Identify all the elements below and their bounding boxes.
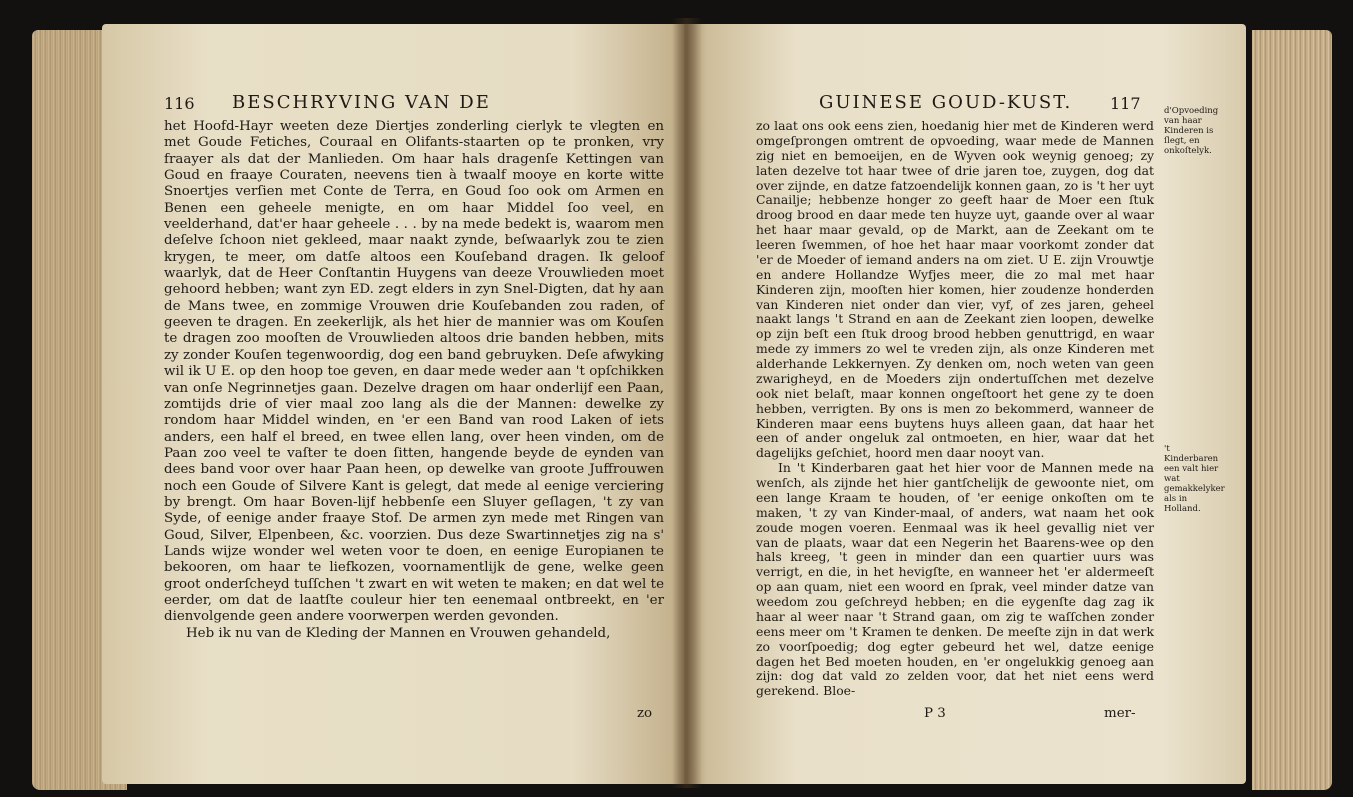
- open-book: [32, 18, 1332, 788]
- right-page-edges: [1252, 30, 1332, 790]
- paragraph: In 't Kinderbaren gaat het hier voor de Mannen mede na wenſch, als zijnde het hier gantſchelijk de gewoonte niet, om een lange Kraam te houden, of 'er eenige onkoſten om te maken, 't zy van Kinder-maal, of anders, wat naam het ook zoude mogen voeren. Eenmaal was ik heel gevallig niet ver van de plaats, waar dat een Negerin het Baarens-wee op den hals kreeg, 't geen in minder dan een quartier uurs was verrigt, en die, in het hevigſte, en wanneer het 'er aldermeeſt op aan quam, niet een woord en ſprak, veel minder datze van weedom zou geſchreyd hebben; en die eygenſte dag zag ik haar al weer naar 't Strand gaan, om zig te waſſchen zonder eens meer om 't Kramen te denken. De meeſte zijn in dat werk zo voorſpoedig; dog egter gebeurd het wel, datze eenige dagen het Bed moeten houden, en 'er ongelukkig genoeg aan zijn: dog dat vald zo zelden voor, dat het niet eens werd gerekend. Bloe-: [756, 460, 1154, 699]
- paragraph: Heb ik nu van de Kleding der Mannen en Vrouwen gehandeld,: [186, 625, 611, 641]
- running-header-right: GUINESE GOUD-KUST.: [819, 92, 1073, 113]
- right-page: [684, 24, 1246, 784]
- page-number-right: 117: [1110, 94, 1141, 113]
- signature-mark: P 3: [924, 706, 946, 721]
- left-body-text: [164, 119, 664, 642]
- left-page: [102, 24, 690, 784]
- running-header-left: BESCHRYVING VAN DE: [232, 92, 491, 113]
- page-number-left: 116: [164, 94, 195, 113]
- right-body-text: [756, 119, 1154, 699]
- catchword-right: mer-: [1104, 706, 1136, 721]
- paragraph: het Hoofd-Hayr weeten deze Diertjes zonderling cierlyk te vlegten en met Goude Fetiches, Couraal en Olifants-staarten op te pronken, vry fraayer als dat der Manlieden. Om haar hals dragenſe Kettingen van Goud en fraaye Couraten, neevens tien à twaalf mooye en korte witte Snoertjes verſien met Conte de Terra, en Goud ſoo ook om Armen en Benen een geheele menigte, en om haar Middel ſoo veel, en veelderhand, dat'er haar geheele . . . by na mede bedekt is, waarom men deſelve ſchoon niet gekleed, maar naakt zynde, beſwaarlyk zou te zien krygen, te meer, om datſe altoos een Kouſeband dragen. Ik geloof waarlyk, dat de Heer Conſtantin Huygens van deeze Vrouwlieden moet gehoord hebben; want zyn ED. zegt elders in zyn Snel-Digten, dat hy aan de Mans twee, en zommige Vrouwen drie Kouſebanden zou raden, of geeven te dragen. En zeekerlijk, als het hier de mannier was om Kouſen te dragen zoo mooſten de Vrouwlieden altoos drie banden hebben, mits zy zonder Kouſen tegenwoordig, dog een band gebruyken. Deſe afwyking wil ik U E. op den hoop toe geven, en daar mede weder aan 't opſchikken van onſe Negrinnetjes gaan. Dezelve dragen om haar onderlijf een Paan, zomtijds drie of vier maal zoo lang als die der Mannen: dewelke zy rondom haar Middel winden, en 'er een Band van rood Laken of iets anders, een half el breed, en twee ellen lang, over heen vinden, om de Paan zoo veel te vaſter te doen ſitten, hangende beyde de eynden van dees band voor over haar Paan heen, op dewelke van groote Juffrouwen noch een Goude of Silvere Kant is gelegt, dat mede al eenige verciering by brengt. Om haar Boven-lijf hebbenſe een Sluyer geſlagen, 't zy van Syde, of eenige ander fraaye Stof. De armen zyn mede met Ringen van Goud, Silver, Elpenbeen, &c. voorzien. Dus deze Swartinnetjes zig na s' Lands wijze wonder wel weten voor te doen, en eenige Europianen te bekooren, om haar te liefkozen, voornamentlijk de gene, welke geen groot onderſcheyd tuſſchen 't zwart en wit weten te maken; en dat wel te eerder, om dat de laatſte couleur hier ten eenemaal ontbreekt, en 'er dienvolgende geen andere voorwerpen werden gevonden.: [164, 119, 664, 625]
- margin-note: 't Kinderbaren een valt hier wat gemakkelyker als in Holland.: [1164, 444, 1225, 514]
- catchword-left: zo: [637, 706, 653, 721]
- book-gutter: [672, 18, 702, 788]
- margin-note: d'Opvoeding van haar Kinderen is ſlegt, en onkoſtelyk.: [1164, 106, 1219, 156]
- paragraph: zo laat ons ook eens zien, hoedanig hier met de Kinderen werd omgeſprongen omtrent de opvoeding, waar mede de Mannen zig niet en bemoeijen, en de Wyven ook weynig genoeg; zy laten dezelve tot haar twee of drie jaren toe, zuygen, dog dat over zijnde, en datze fatzoendelijk konnen gaan, zo is 't her uyt Canailje; hebbenze honger zo geeft haar de Moer een ſtuk droog brood en daar mede ten huyze uyt, gaande over al waar het haar maar gevald, op de Markt, aan de Zeekant om te leeren ſwemmen, of hoe het haar maar voorkomt zonder dat 'er de Moeder of iemand anders na om ziet. U E. zijn Vrouwtje en andere Hollandze Wyfjes meer, die zo mal met haar Kinderen zijn, mooſten hier komen, hier zoudenze honderden van Kinderen niet onder dan vier, vyf, of zes jaren, geheel naakt langs 't Strand en aan de Zeekant zien loopen, dewelke op zijn beſt een ſtuk droog brood hebben genuttrigd, en waar mede zy immers zo wel te vreden zijn, als onze Kinderen met alderhande Lekkernyen. Zy denken om, noch weten van geen zwarigheyd, en de Moeders zijn ondertuſſchen met dezelve ook niet belaſt, maar konnen ongeſtoort het gene zy te doen hebben, verrigten. By ons is men zo bekommerd, wanneer de Kinderen maar eens buytens huys alleen gaan, dat haar het een of ander ongeluk zal ontmoeten, en hier, waar dat het dagelijks geſchiet, hoord men daar nooyt van.: [756, 118, 1154, 461]
